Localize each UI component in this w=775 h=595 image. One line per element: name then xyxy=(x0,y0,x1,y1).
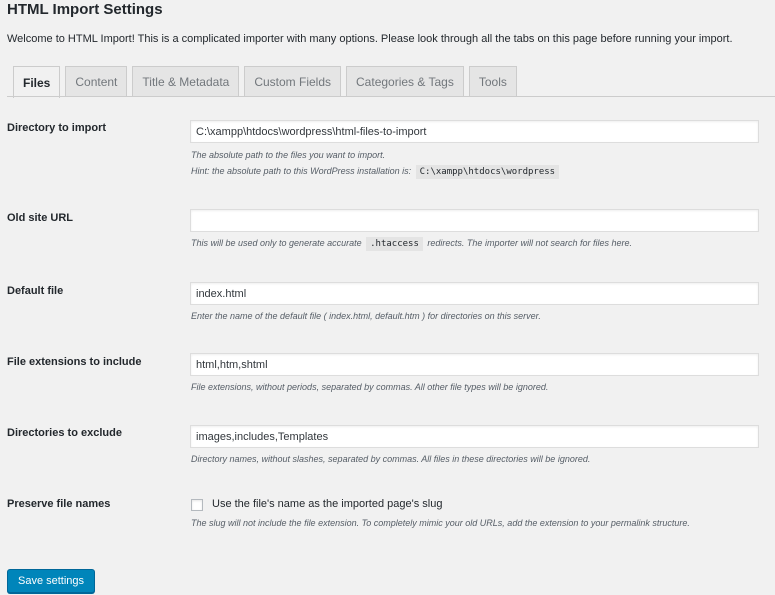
tab-categories-tags[interactable]: Categories & Tags xyxy=(346,66,464,97)
tab-bar xyxy=(13,66,517,97)
preserve-label: Preserve file names xyxy=(7,498,111,510)
exclude-label: Directories to exclude xyxy=(7,427,122,439)
intro-text: Welcome to HTML Import! This is a complicated importer with many options. Please look through all the tabs on this page before running your import. xyxy=(7,33,733,45)
save-settings-button[interactable]: Save settings xyxy=(7,569,95,593)
directory-hint-text: Hint: the absolute path to this WordPress installation is: xyxy=(191,166,412,176)
extensions-description: File extensions, without periods, separated by commas. All other file types will be ignored. xyxy=(191,382,549,392)
wordpress-path-code: C:\xampp\htdocs\wordpress xyxy=(416,165,559,179)
directory-hint xyxy=(191,166,561,177)
directory-input[interactable] xyxy=(190,120,759,143)
old-url-desc-after: redirects. The importer will not search for files here. xyxy=(427,238,632,248)
tab-content[interactable]: Content xyxy=(65,66,127,97)
tab-custom-fields[interactable]: Custom Fields xyxy=(244,66,341,97)
preserve-checkbox-label[interactable]: Use the file's name as the imported page's slug xyxy=(212,498,443,510)
tab-title-metadata[interactable]: Title & Metadata xyxy=(132,66,239,97)
old-url-label: Old site URL xyxy=(7,212,74,224)
exclude-description: Directory names, without slashes, separated by commas. All files in these directories will be ignored. xyxy=(191,454,591,464)
old-url-desc-before: This will be used only to generate accurate xyxy=(191,238,362,248)
preserve-checkbox[interactable] xyxy=(191,499,203,511)
exclude-input[interactable] xyxy=(190,425,759,448)
directory-description: The absolute path to the files you want to import. xyxy=(191,150,386,160)
preserve-description: The slug will not include the file extension. To completely mimic your old URLs, add the extension to your permalink structure. xyxy=(191,518,690,528)
page-title: HTML Import Settings xyxy=(7,1,163,18)
default-file-input[interactable] xyxy=(190,282,759,305)
tab-files[interactable]: Files xyxy=(13,66,60,98)
old-url-description xyxy=(191,238,632,249)
tab-divider xyxy=(7,96,775,97)
default-file-description: Enter the name of the default file ( index.html, default.htm ) for directories on this server. xyxy=(191,311,541,321)
tab-tools[interactable]: Tools xyxy=(469,66,517,97)
old-url-input[interactable] xyxy=(190,209,759,232)
extensions-label: File extensions to include xyxy=(7,356,142,368)
extensions-input[interactable] xyxy=(190,353,759,376)
htaccess-code: .htaccess xyxy=(366,237,423,251)
directory-label: Directory to import xyxy=(7,122,107,134)
default-file-label: Default file xyxy=(7,285,64,297)
